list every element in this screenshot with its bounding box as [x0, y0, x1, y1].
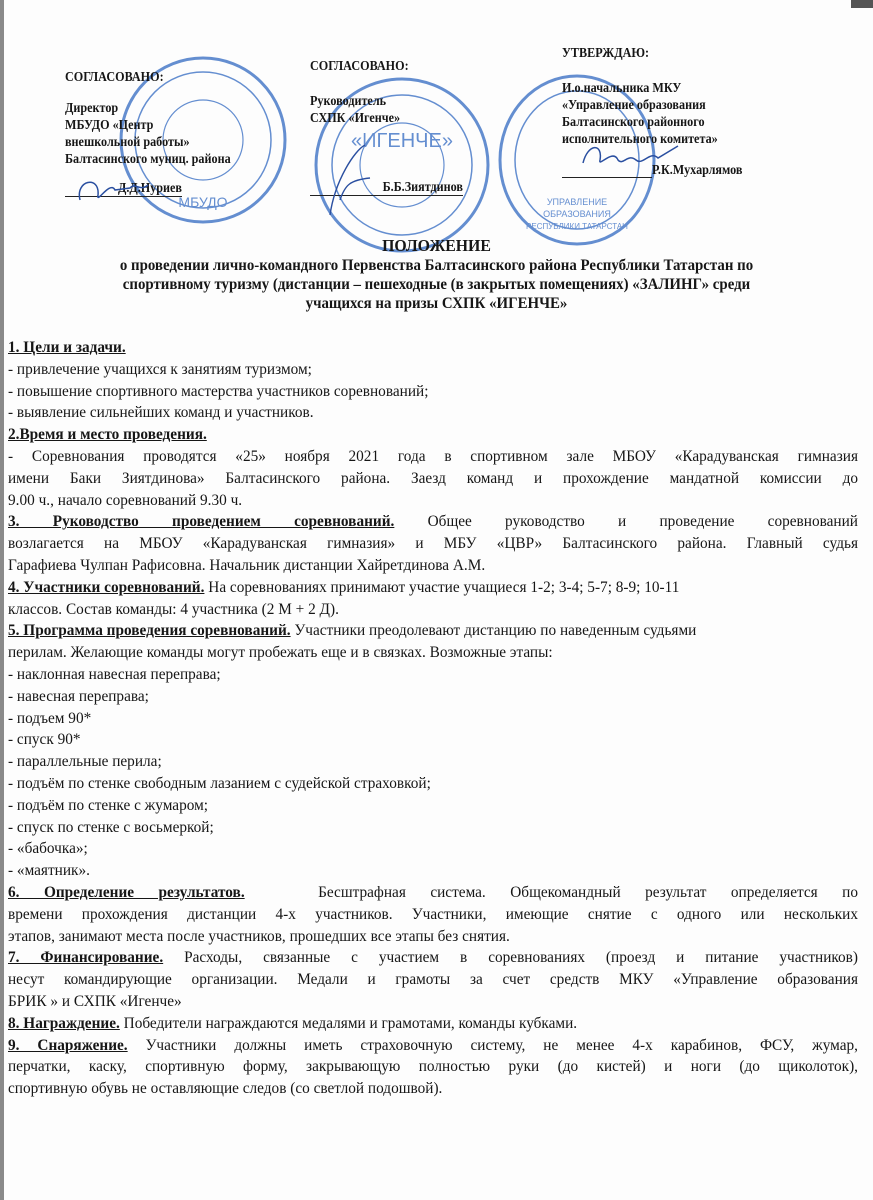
text-line: Расходы, связанные с участием в соревнованиях (проезд и питание участников) [184, 949, 858, 967]
stamp-text: МБУДО [178, 194, 228, 210]
text-line: спортивную обувь не оставляющие следов (со светлой подошвой). [8, 1080, 443, 1098]
text-line: времени прохождения дистанции 4-х участников. Участники, имеющие снятие с одного или нескольких [8, 905, 858, 923]
text-line: - Соревнования проводятся «25» ноября 2021 года в спортивном зале МБОУ «Карадуванская гимназия [8, 447, 858, 465]
title-line: учащихся на призы СХПК «ИГЕНЧЕ» [305, 295, 568, 312]
text-line: - выявление сильнейших команд и участников. [8, 404, 314, 422]
text-line: классов. Состав команды: 4 участника (2 М + 2 Д). [8, 600, 339, 618]
section-heading: 4. Участники соревнований. [8, 578, 205, 596]
section-heading: 7. Финансирование. [8, 949, 164, 967]
approval-line: Руководитель [310, 93, 387, 108]
section-heading: 2.Время и место проведения. [8, 426, 207, 444]
approval-label: СОГЛАСОВАНО: [65, 69, 164, 84]
approval-line: МБУДО «Центр [65, 117, 154, 132]
list-item: - спуск 90* [8, 731, 81, 749]
list-item: - параллельные перила; [8, 753, 162, 771]
approval-line: «Управление образования [562, 97, 706, 112]
section-heading: 1. Цели и задачи. [8, 339, 126, 356]
list-item: - «маятник». [8, 862, 90, 880]
text-line: несут командирующие организации. Медали и грамоты за счет средств МКУ «Управление образования [8, 971, 858, 989]
section-heading: 8. Награждение. [8, 1014, 120, 1032]
approval-line: исполнительного комитета» [562, 131, 718, 146]
list-item: - наклонная навесная переправа; [8, 665, 221, 683]
document-title: ПОЛОЖЕНИЕ [382, 236, 491, 255]
text-line: - повышение спортивного мастерства участников соревнований; [8, 382, 429, 400]
text-line: этапов, занимают места после участников, прошедших все этапы без снятия. [8, 927, 510, 945]
text-line: Бесштрафная система. Общекомандный результат определяется по [318, 883, 858, 901]
svg-text:УПРАВЛЕНИЕ: УПРАВЛЕНИЕ [546, 197, 608, 207]
document-body [8, 337, 858, 1100]
approval-line: Директор [65, 100, 119, 115]
text-line: Общее руководство и проведение соревнований [427, 513, 858, 531]
signer-name: Б.Б.Зиятдинов [310, 178, 463, 196]
scan-corner [851, 0, 873, 8]
scan-edge [0, 0, 4, 1200]
section-heading: 9. Снаряжение. [8, 1036, 128, 1054]
svg-text:ОБРАЗОВАНИЯ: ОБРАЗОВАНИЯ [543, 209, 611, 219]
approval-label: УТВЕРЖДАЮ: [562, 45, 650, 60]
section-heading: 6. Определение результатов. [8, 883, 245, 901]
list-item: - навесная переправа; [8, 687, 149, 705]
list-item: - подъём по стенке с жумаром; [8, 796, 209, 814]
text-line: - привлечение учащихся к занятиям туризмом; [8, 360, 312, 378]
text-line: Гарафиева Чулпан Рафисовна. Начальник дистанции Хайретдинова А.М. [8, 556, 486, 574]
title-line: о проведении лично-командного Первенства Балтасинского района Республики Татарстан по [119, 257, 754, 274]
signature-nuriev [70, 170, 150, 210]
section-heading: 3. Руководство проведением соревнований. [8, 513, 395, 531]
text-line: Участники преодолевают дистанцию по наведенным судьями [294, 622, 697, 640]
approval-label: СОГЛАСОВАНО: [310, 58, 409, 73]
approval-line: Балтасинского районного [562, 114, 705, 129]
text-line: Участники должны иметь страховочную систему, не менее 4-х карабинов, ФСУ, жумар, [145, 1036, 858, 1054]
text-line: 9.00 ч., начало соревнований 9.30 ч. [8, 491, 243, 509]
approval-line: И.о.начальника МКУ [562, 80, 682, 95]
approval-line: внешкольной работы» [65, 134, 190, 149]
list-item: - подъем 90* [8, 709, 92, 727]
svg-text:РЕСПУБЛИКИ ТАТАРСТАН: РЕСПУБЛИКИ ТАТАРСТАН [526, 222, 628, 231]
list-item: - подъём по стенке свободным лазанием с судейской страховкой; [8, 774, 431, 792]
text-line: Победители награждаются медалями и грамотами, команды кубками. [123, 1014, 578, 1032]
list-item: - «бабочка»; [8, 840, 88, 858]
signer-name: Д.Д.Нуриев [65, 179, 182, 197]
text-line: БРИК » и СХПК «Игенче» [8, 992, 182, 1010]
signer-name: Р.К.Мухарлямов [652, 162, 743, 177]
approval-line: СХПК «Игенче» [310, 110, 401, 125]
signature-ziyatdinov [310, 140, 400, 220]
signature-mukharlyamov [578, 138, 688, 178]
text-line: На соревнованиях принимают участие учащиеся 1-2; 3-4; 5-7; 8-9; 10-11 [208, 578, 680, 596]
text-line: возлагается на МБОУ «Карадуванская гимназия» и МБУ «ЦВР» Балтасинского района. Главный судья [8, 535, 858, 553]
svg-text:«ИГЕНЧЕ»: «ИГЕНЧЕ» [351, 130, 453, 152]
list-item: - спуск по стенке с восьмеркой; [8, 818, 214, 836]
approval-line: Балтасинского муниц. района [65, 151, 231, 166]
title-line: спортивному туризму (дистанции – пешеходные (в закрытых помещениях) «ЗАЛИНГ» среди [122, 276, 751, 293]
text-line: перчатки, каску, спортивную форму, закрывающую полностью руки (до кистей) и ноги (до щиколоток), [8, 1058, 858, 1076]
text-line: имени Баки Зиятдинова» Балтасинского района. Заезд команд и прохождение мандатной комиссии до [8, 469, 858, 487]
section-heading: 5. Программа проведения соревнований. [8, 622, 291, 640]
text-line: перилам. Желающие команды могут пробежать еще и в связках. Возможные этапы: [8, 644, 553, 662]
